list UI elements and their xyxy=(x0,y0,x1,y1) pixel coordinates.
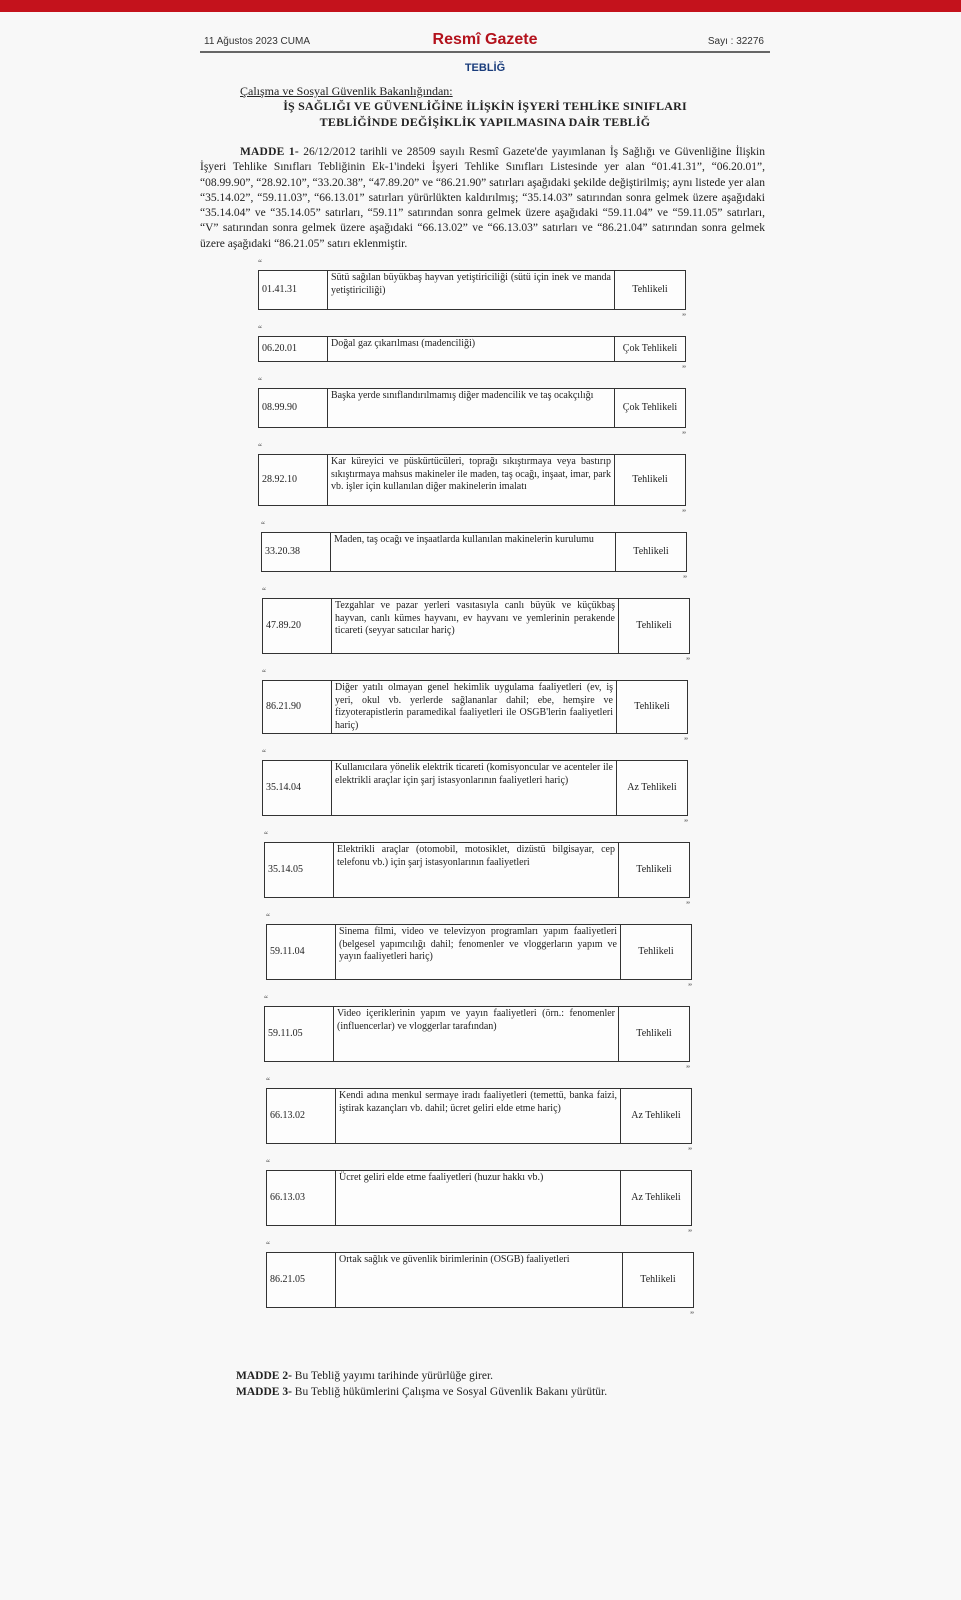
activity-description-cell: Ücret geliri elde etme faaliyetleri (huzur hakkı vb.) xyxy=(336,1171,621,1226)
hazard-class-cell: Tehlikeli xyxy=(617,681,688,734)
table-row xyxy=(265,1007,690,1062)
table-row xyxy=(267,1089,692,1144)
hazard-class-cell: Tehlikeli xyxy=(619,843,690,898)
quote-close-mark: ” xyxy=(682,508,686,518)
activity-description-cell: Video içeriklerinin yapım ve yayın faaliyetleri (örn.: fenomenler (influencerlar) ve vloggerlar tarafından) xyxy=(334,1007,619,1062)
article-3-label: MADDE 3- xyxy=(236,1386,292,1398)
quote-open-mark: “ xyxy=(266,1076,270,1086)
activity-description-cell: Doğal gaz çıkarılması (madenciliği) xyxy=(328,337,615,362)
table-row xyxy=(265,843,690,898)
table-row xyxy=(259,337,686,362)
nace-code-cell: 08.99.90 xyxy=(259,389,328,428)
quote-open-mark: “ xyxy=(266,912,270,922)
ministry-name: Çalışma ve Sosyal Güvenlik Bakanlığından: xyxy=(240,84,453,98)
hazard-class-cell: Az Tehlikeli xyxy=(621,1089,692,1144)
activity-row-table xyxy=(258,270,686,310)
activity-description-cell: Diğer yatılı olmayan genel hekimlik uygulama faaliyetleri (ev, iş yeri, okul vb. yerlerde sağlananlar dahil; ebe, hemşire ve fizyoterapistlerin paramedikal faaliyetleri ile OSGB'lerin faaliyetleri hariç) xyxy=(332,681,617,734)
article-2 xyxy=(236,1370,493,1382)
quote-open-mark: “ xyxy=(262,748,266,758)
table-row xyxy=(263,681,688,734)
hazard-class-cell: Çok Tehlikeli xyxy=(615,389,686,428)
activity-description-cell: Maden, taş ocağı ve inşaatlarda kullanılan makinelerin kurulumu xyxy=(331,533,616,572)
nace-code-cell: 47.89.20 xyxy=(263,599,332,654)
quote-close-mark: ” xyxy=(686,1064,690,1074)
table-row xyxy=(267,1171,692,1226)
nace-code-cell: 01.41.31 xyxy=(259,271,328,310)
hazard-class-cell: Tehlikeli xyxy=(621,925,692,980)
activity-row-table xyxy=(264,1006,690,1062)
hazard-class-cell: Tehlikeli xyxy=(623,1253,694,1308)
quote-open-mark: “ xyxy=(258,376,262,386)
article-3 xyxy=(236,1386,607,1398)
activity-description-cell: Elektrikli araçlar (otomobil, motosiklet, dizüstü bilgisayar, cep telefonu vb.) için şarj istasyonlarının faaliyetleri xyxy=(334,843,619,898)
activity-description-cell: Kendi adına menkul sermaye iradı faaliyetleri (temettü, banka faizi, iştirak kazançları vb. dahil; ücret geliri elde etme hariç) xyxy=(336,1089,621,1144)
quote-close-mark: ” xyxy=(682,312,686,322)
table-row xyxy=(267,1253,694,1308)
hazard-class-cell: Tehlikeli xyxy=(619,1007,690,1062)
regulation-title-line-2: TEBLİĞİNDE DEĞİŞİKLİK YAPILMASINA DAİR TEBLİĞ xyxy=(319,115,651,129)
quote-close-mark: ” xyxy=(688,1228,692,1238)
quote-close-mark: ” xyxy=(690,1310,694,1320)
section-label: TEBLİĞ xyxy=(464,62,506,74)
quote-close-mark: ” xyxy=(684,736,688,746)
quote-open-mark: “ xyxy=(264,994,268,1004)
table-row xyxy=(263,599,690,654)
activity-row-table xyxy=(258,454,686,506)
nace-code-cell: 35.14.04 xyxy=(263,761,332,816)
activity-description-cell: Başka yerde sınıflandırılmamış diğer madencilik ve taş ocakçılığı xyxy=(328,389,615,428)
nace-code-cell: 06.20.01 xyxy=(259,337,328,362)
activity-row-table xyxy=(258,336,686,362)
activity-description-cell: Kullanıcılara yönelik elektrik ticareti (komisyoncular ve acenteler ile elektrikli araçlar için şarj istasyonlarının faaliyetleri hariç) xyxy=(332,761,617,816)
activity-row-table xyxy=(262,760,688,816)
quote-open-mark: “ xyxy=(262,668,266,678)
issue-number: Sayı : 32276 xyxy=(707,36,764,47)
quote-open-mark: “ xyxy=(264,830,268,840)
nace-code-cell: 33.20.38 xyxy=(262,533,331,572)
quote-open-mark: “ xyxy=(258,324,262,334)
table-row xyxy=(263,761,688,816)
quote-open-mark: “ xyxy=(258,258,262,268)
article-1-label: MADDE 1- xyxy=(240,146,299,158)
activity-row-table xyxy=(266,1088,692,1144)
quote-open-mark: “ xyxy=(261,520,265,530)
quote-close-mark: ” xyxy=(688,1146,692,1156)
activity-row-table xyxy=(262,598,690,654)
top-accent-bar xyxy=(0,0,961,12)
activity-description-cell: Kar küreyici ve püskürtücüleri, toprağı sıkıştırmaya veya bastırıp sıkıştırmaya mahsus makineler ile maden, taş ocağı, inşaat, imar, park vb. işler için kullanılan diğer makinelerin imalatı xyxy=(328,455,615,506)
hazard-class-cell: Az Tehlikeli xyxy=(617,761,688,816)
gazette-title: Resmî Gazete xyxy=(432,31,538,48)
table-row xyxy=(259,455,686,506)
quote-close-mark: ” xyxy=(682,430,686,440)
header-divider xyxy=(200,51,770,53)
activity-row-table xyxy=(258,388,686,428)
article-2-label: MADDE 2- xyxy=(236,1370,292,1382)
hazard-class-cell: Çok Tehlikeli xyxy=(615,337,686,362)
activity-description-cell: Sütü sağılan büyükbaş hayvan yetiştiriciliği (sütü için inek ve manda yetiştiriciliği) xyxy=(328,271,615,310)
activity-row-table xyxy=(266,924,692,980)
nace-code-cell: 66.13.03 xyxy=(267,1171,336,1226)
table-row xyxy=(262,533,687,572)
quote-close-mark: ” xyxy=(688,982,692,992)
quote-open-mark: “ xyxy=(258,442,262,452)
issue-date: 11 Ağustos 2023 CUMA xyxy=(204,36,310,47)
activity-row-table xyxy=(266,1170,692,1226)
table-row xyxy=(267,925,692,980)
article-1-text: 26/12/2012 tarihli ve 28509 sayılı Resmî Gazete'de yayımlanan İş Sağlığı ve Güvenliğine İlişkin İşyeri Tehlike Sınıfları Tebliğinin Ek-1'indeki İşyeri Tehlike Sınıfları Listesinde yer alan “01.41.31”, “06.20.01”, “08.99.90”, “28.92.10”, “33.20.38”, “47.89.20” ve “86.21.90” satırları aşağıdaki şekilde değiştirilmiş; aynı listede yer alan “35.14.02”, “59.11.03”, “66.13.01” satırları yürürlükten kaldırılmış; “35.14.03” satırından sonra gelmek üzere aşağıdaki “35.14.04” ve “35.14.05” satırları, “59.11” satırından sonra gelmek üzere aşağıdaki “59.11.04” ve “59.11.05” satırları, “V” satırından sonra gelmek üzere aşağıdaki “66.13.02” ve “66.13.03” satırları ve “86.21.04” satırından sonra gelmek üzere aşağıdaki “86.21.05” satırı eklenmiştir. xyxy=(200,146,765,250)
activity-row-table xyxy=(266,1252,694,1308)
activity-row-table xyxy=(264,842,690,898)
nace-code-cell: 59.11.04 xyxy=(267,925,336,980)
regulation-title-line-1: İŞ SAĞLIĞI VE GÜVENLİĞİNE İLİŞKİN İŞYERİ TEHLİKE SINIFLARI xyxy=(283,99,687,113)
quote-close-mark: ” xyxy=(686,900,690,910)
hazard-class-cell: Tehlikeli xyxy=(616,533,687,572)
nace-code-cell: 86.21.05 xyxy=(267,1253,336,1308)
quote-open-mark: “ xyxy=(262,586,266,596)
activity-description-cell: Ortak sağlık ve güvenlik birimlerinin (OSGB) faaliyetleri xyxy=(336,1253,623,1308)
quote-close-mark: ” xyxy=(684,818,688,828)
activity-description-cell: Tezgahlar ve pazar yerleri vasıtasıyla canlı büyük ve küçükbaş hayvan, canlı kümes hayvanı, ev hayvanı ve yemlerinin perakende ticareti (seyyar satıcılar hariç) xyxy=(332,599,619,654)
table-row xyxy=(259,389,686,428)
hazard-class-cell: Tehlikeli xyxy=(619,599,690,654)
activity-row-table xyxy=(261,532,687,572)
hazard-class-cell: Az Tehlikeli xyxy=(621,1171,692,1226)
article-3-text: Bu Tebliğ hükümlerini Çalışma ve Sosyal Güvenlik Bakanı yürütür. xyxy=(294,1386,608,1398)
table-row xyxy=(259,271,686,310)
activity-description-cell: Sinema filmi, video ve televizyon programları yapım faaliyetleri (belgesel yapımcılığı dahil; fenomenler ve vloggerların yapım ve yayın faaliyetleri hariç) xyxy=(336,925,621,980)
quote-close-mark: ” xyxy=(682,364,686,374)
nace-code-cell: 59.11.05 xyxy=(265,1007,334,1062)
nace-code-cell: 66.13.02 xyxy=(267,1089,336,1144)
article-1-paragraph xyxy=(200,145,765,252)
hazard-class-cell: Tehlikeli xyxy=(615,455,686,506)
quote-close-mark: ” xyxy=(683,574,687,584)
quote-close-mark: ” xyxy=(686,656,690,666)
quote-open-mark: “ xyxy=(266,1158,270,1168)
gazette-header xyxy=(200,22,770,54)
nace-code-cell: 86.21.90 xyxy=(263,681,332,734)
hazard-class-cell: Tehlikeli xyxy=(615,271,686,310)
nace-code-cell: 28.92.10 xyxy=(259,455,328,506)
article-2-text: Bu Tebliğ yayımı tarihinde yürürlüğe girer. xyxy=(294,1370,494,1382)
quote-open-mark: “ xyxy=(266,1240,270,1250)
nace-code-cell: 35.14.05 xyxy=(265,843,334,898)
activity-row-table xyxy=(262,680,688,734)
